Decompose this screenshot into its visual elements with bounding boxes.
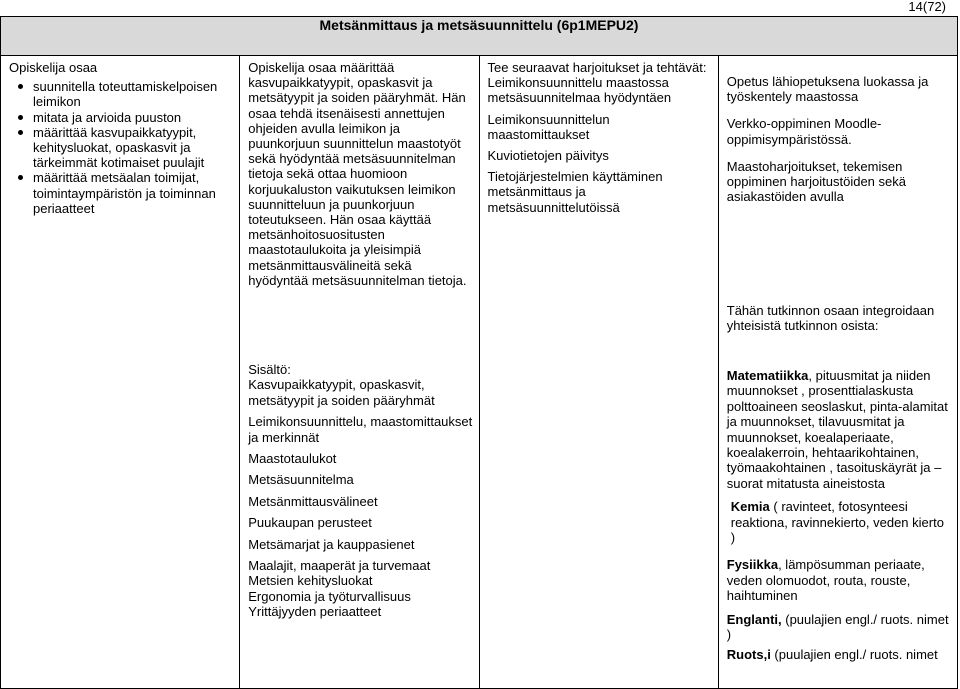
content-item: Puukaupan perusteet <box>248 515 372 531</box>
content-item: Ergonomia ja työturvallisuus <box>248 588 411 604</box>
task-item: Tietojärjestelmien käyttäminen metsänmittaus ja metsäsuunnittelutöissä <box>487 169 663 215</box>
method-item: Maastoharjoitukset, tekemisen oppiminen harjoitustöiden sekä asiakastöiden avulla <box>726 158 906 205</box>
bullet-icon <box>18 84 23 89</box>
methods-column <box>718 56 957 689</box>
page-number: 14(72) <box>908 0 946 14</box>
integration-intro: Tähän tutkinnon osaan integroidaan yhteisistä tutkinnon osista: <box>726 303 935 334</box>
content-item: Metsämarjat ja kauppasienet <box>248 536 415 552</box>
list-item: määrittää metsäalan toimijat, toimintaympäristön ja toiminnan periaatteet <box>33 170 231 216</box>
method-item: Opetus lähiopetuksena luokassa ja työskentely maastossa <box>726 74 929 105</box>
bullet-icon <box>18 115 23 120</box>
criteria-column <box>240 56 479 689</box>
task-item: Leimikonsuunnittelun maastomittaukset <box>487 111 610 142</box>
content-item: Kasvupaikkatyypit, opaskasvit, metsätyypit ja soiden pääryhmät <box>248 377 435 408</box>
subject-text: , pituusmitat ja niiden muunnokset , prosenttialaskusta polttoaineen seoslaskut, pinta-alamitat ja muunnokset, tilavuusmitat ja muunnokset, koealaperiaate, koealakerroin, hehtaarikohtainen, työmaakohtainen , tasoituskäyrät ja – suorat mitatusta aineistosta <box>726 368 948 491</box>
subject-name: Fysiikka <box>726 557 779 573</box>
bullet-icon <box>18 175 23 180</box>
tasks-column <box>479 56 718 689</box>
content-item: Leimikonsuunnittelu, maastomittaukset ja merkinnät <box>248 414 473 445</box>
goals-column <box>1 56 240 689</box>
content-item: Yrittäjyyden periaatteet <box>248 604 382 620</box>
method-item: Verkko-oppiminen Moodle-oppimisympäristössä. <box>726 116 882 147</box>
tasks-heading: Tee seuraavat harjoitukset ja tehtävät: <box>487 60 707 75</box>
subject-name: Englanti, <box>726 611 782 627</box>
table-title: Metsänmittaus ja metsäsuunnittelu (6p1MEPU2) <box>1 17 958 56</box>
subject-item <box>727 557 951 603</box>
subject-text: , lämpösumman periaate, veden olomuodot, routa, rouste, haihtuminen <box>726 557 925 604</box>
task-item: Kuviotietojen päivitys <box>487 148 609 164</box>
content-item: Metsänmittausvälineet <box>248 493 378 509</box>
subject-item <box>727 612 951 643</box>
integration-subjects <box>727 368 951 662</box>
subject-text: ( ravinteet, fotosynteesi reaktiona, ravinnekierto, veden kierto ) <box>730 499 944 546</box>
curriculum-table <box>0 16 958 689</box>
list-item: määrittää kasvupaikkatyypit, kehitysluokat, opaskasvit ja tärkeimmät kotimaiset puulajit <box>33 125 231 171</box>
subject-item <box>727 368 951 491</box>
subject-name: Ruots,i <box>726 646 771 662</box>
list-item: mitata ja arvioida puuston <box>33 110 231 125</box>
subject-item <box>727 647 951 662</box>
content-item: Metsien kehitysluokat <box>248 573 373 589</box>
content-item: Metsäsuunnitelma <box>248 472 354 488</box>
subject-text: (puulajien engl./ ruots. nimet <box>770 646 938 662</box>
goals-list <box>9 79 231 216</box>
subject-item <box>727 499 951 545</box>
content-item: Maastotaulukot <box>248 451 337 467</box>
subject-name: Matematiikka <box>726 368 809 383</box>
subject-text: (puulajien engl./ ruots. nimet ) <box>726 611 949 643</box>
content-label: Sisältö: <box>248 362 291 377</box>
goals-heading: Opiskelija osaa <box>9 60 98 75</box>
criteria-paragraph: Opiskelija osaa määrittää kasvupaikkatyypit, opaskasvit ja metsätyypit ja soiden pääryhmät. Hän osaa tehdä itsenäisesti annettujen ohjeiden avulla leimikon ja puunkorjuun suunnittelun maastotyöt sekä hyödyntää metsäsuunnitelman tietoja sekä ottaa huomioon korjuukaluston vaikutuksen leimikon suunnitteluun ja puunkorjuun toteutukseen. Hän osaa käyttää metsänhoitosuositusten maastotaulukoita ja yleisimpiä metsänmittausvälineitä sekä hyödyntää metsäsuunnitelman tietoja. <box>248 60 467 288</box>
content-item: Maalajit, maaperät ja turvemaat <box>248 558 431 574</box>
content-section <box>248 362 472 620</box>
list-item: suunnitella toteuttamiskelpoisen leimikon <box>33 79 231 109</box>
subject-name: Kemia <box>730 499 770 515</box>
task-item: Leimikonsuunnittelu maastossa metsäsuunnitelmaa hyödyntäen <box>487 75 672 106</box>
bullet-icon <box>18 130 23 135</box>
